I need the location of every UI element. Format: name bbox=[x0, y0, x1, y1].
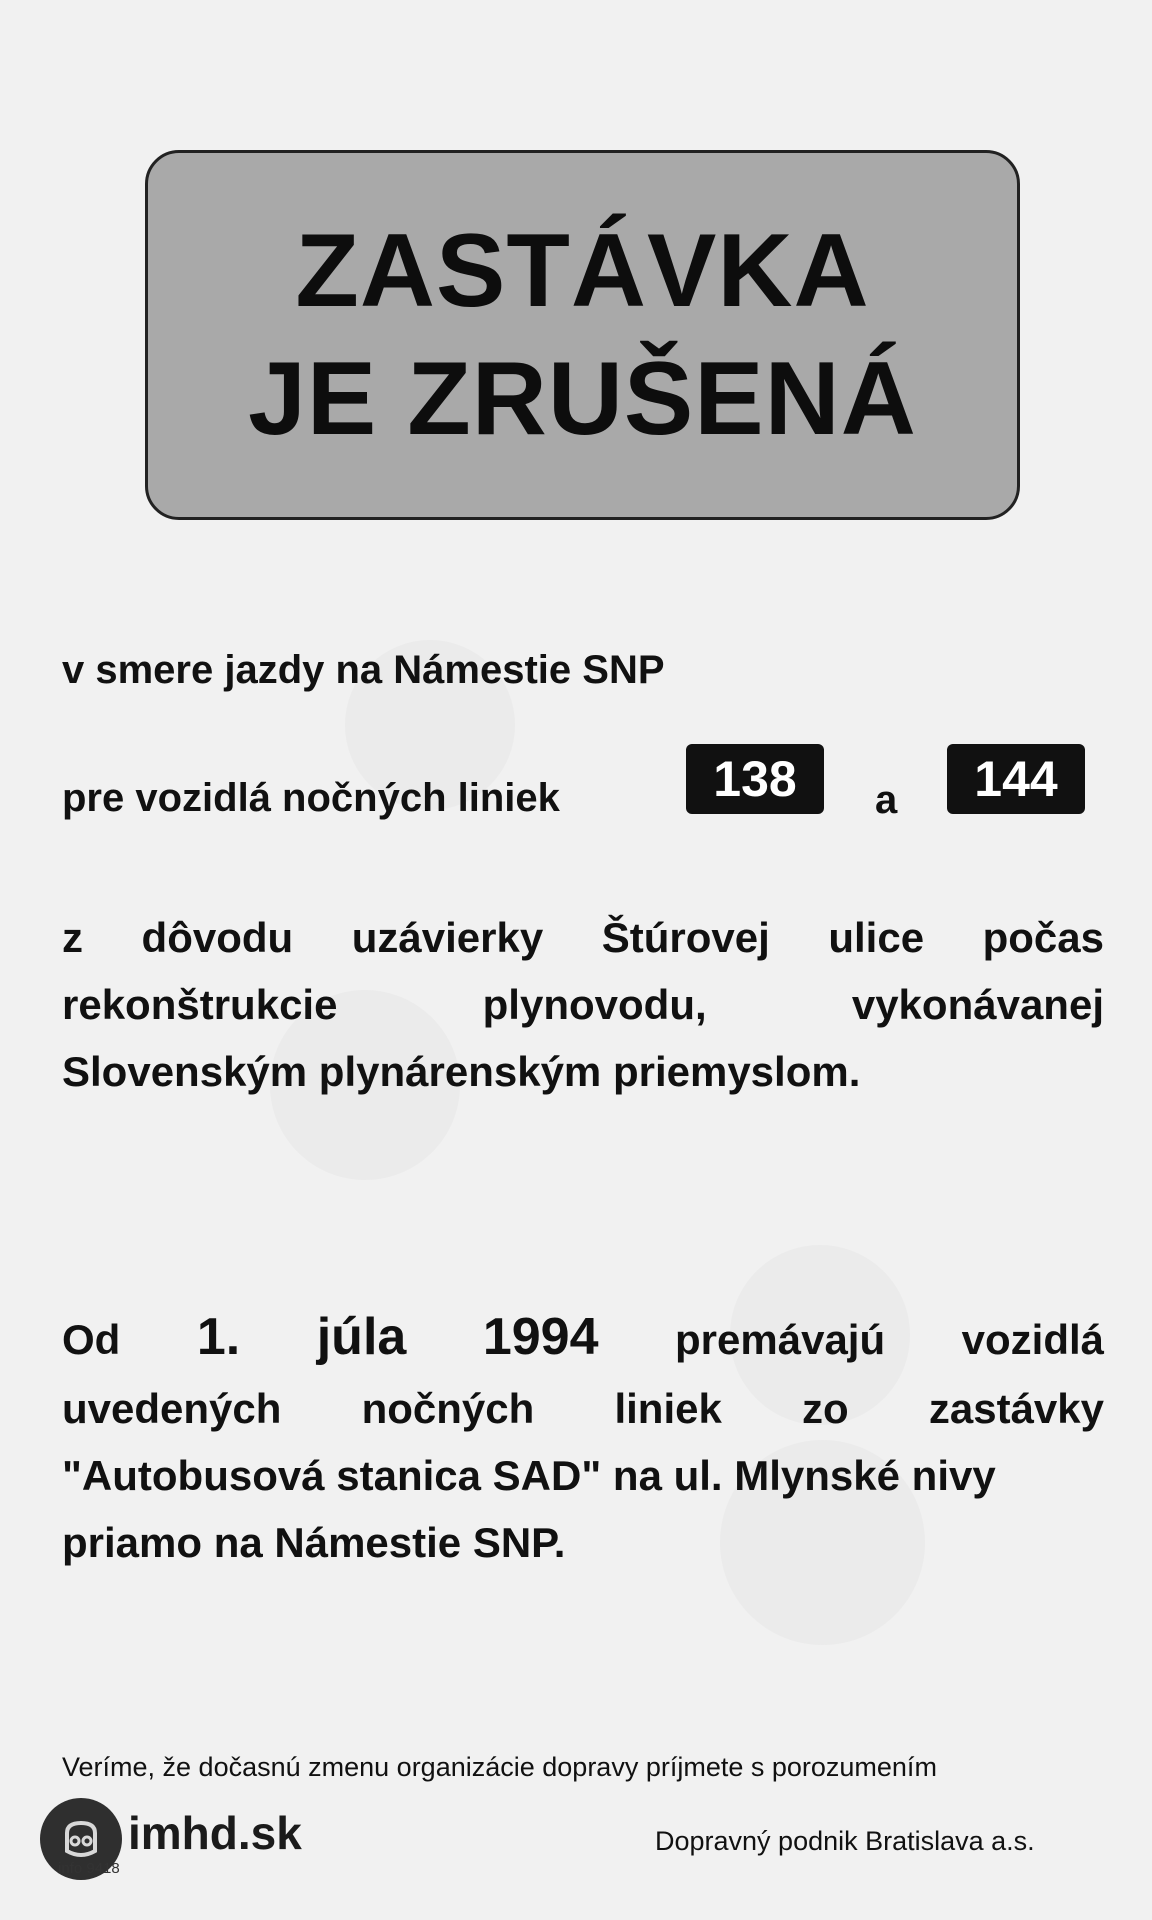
route-badge-144: 144 bbox=[947, 744, 1085, 814]
footer-thanks: Veríme, že dočasnú zmenu organizácie dopravy príjmete s porozumením bbox=[62, 1752, 937, 1782]
notice-date-year: 1994 bbox=[482, 1308, 599, 1366]
reason-line-3: Slovenským plynárenským priemyslom. bbox=[62, 1048, 861, 1095]
notice-paragraph bbox=[62, 1302, 1104, 1576]
lines-text: pre vozidlá nočných liniek bbox=[62, 776, 560, 820]
headline-line-2: JE ZRUŠENÁ bbox=[248, 341, 917, 457]
conjunction-text: a bbox=[875, 778, 898, 822]
reason-paragraph bbox=[62, 904, 1104, 1105]
imhd-logo-text: imhd.sk bbox=[128, 1807, 302, 1859]
notice-od: Od bbox=[62, 1316, 121, 1363]
notice-date-day: 1. bbox=[196, 1308, 241, 1366]
notice-date-month: júla bbox=[316, 1308, 407, 1366]
route-badge-138: 138 bbox=[686, 744, 824, 814]
info-id: info 9418 bbox=[58, 1860, 120, 1877]
headline-box bbox=[145, 150, 1020, 520]
reason-line-1: z dôvodu uzávierky Štúrovej ulice počas bbox=[62, 914, 1104, 961]
notice-line-3: "Autobusová stanica SAD" na ul. Mlynské nivy bbox=[62, 1452, 996, 1499]
direction-text: v smere jazdy na Námestie SNP bbox=[62, 648, 665, 692]
notice-line-4: priamo na Námestie SNP. bbox=[62, 1519, 566, 1566]
notice-line-2: uvedených nočných liniek zo zastávky bbox=[62, 1385, 1104, 1432]
headline-line-1: ZASTÁVKA bbox=[295, 213, 870, 329]
notice-line-1: Od 1. júla 1994 premávajú vozidlá bbox=[62, 1308, 1105, 1366]
footer-signature: Dopravný podnik Bratislava a.s. bbox=[655, 1826, 1035, 1856]
reason-line-2: rekonštrukcie plynovodu, vykonávanej bbox=[62, 981, 1104, 1028]
